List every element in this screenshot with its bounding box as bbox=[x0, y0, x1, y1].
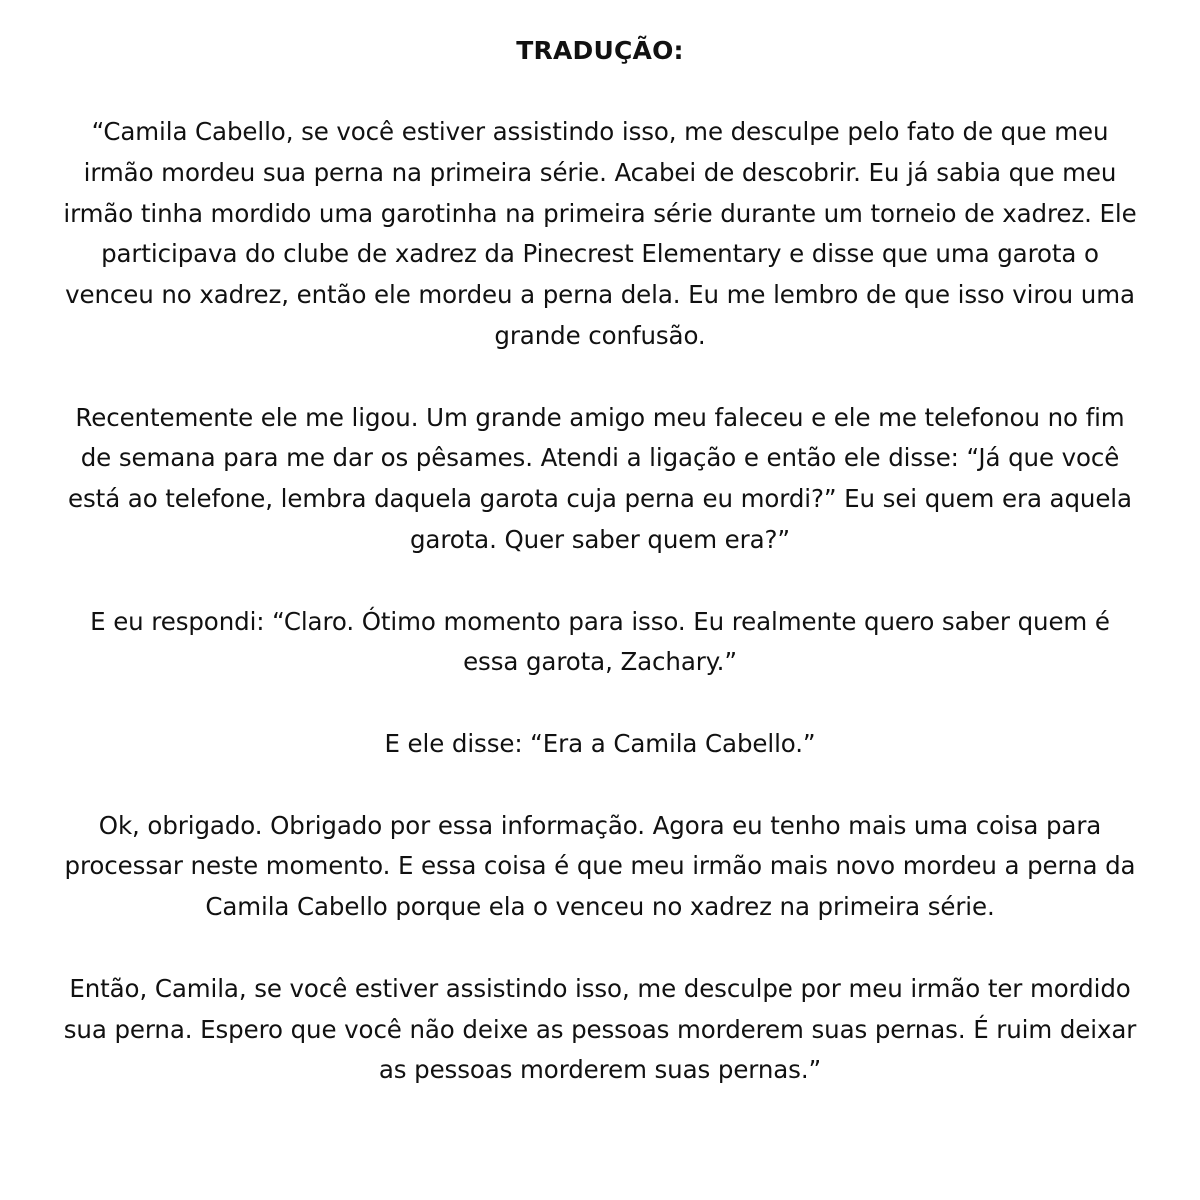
paragraph-1: “Camila Cabello, se você estiver assistindo isso, me desculpe pelo fato de que meu irmão mordeu sua perna na primeira série. Acabei de descobrir. Eu já sabia que meu irmão tinha mordido uma garotinha na primeira série durante um torneio de xadrez. Ele participava do clube de xadrez da Pinecrest Elementary e disse que uma garota o venceu no xadrez, então ele mordeu a perna dela. Eu me lembro de que isso virou uma grande confusão. bbox=[63, 117, 1137, 350]
document-title: TRADUÇÃO: bbox=[516, 36, 684, 65]
paragraph-2: Recentemente ele me ligou. Um grande amigo meu faleceu e ele me telefonou no fim de semana para me dar os pêsames. Atendi a ligação e então ele disse: “Já que você está ao telefone, lembra daquela garota cuja perna eu mordi?” Eu sei quem era aquela garota. Quer saber quem era?” bbox=[68, 402, 1132, 554]
paragraph-3: E eu respondi: “Claro. Ótimo momento para isso. Eu realmente quero saber quem é essa garota, Zachary.” bbox=[90, 606, 1110, 677]
paragraph-5: Ok, obrigado. Obrigado por essa informação. Agora eu tenho mais uma coisa para processar neste momento. E essa coisa é que meu irmão mais novo mordeu a perna da Camila Cabello porque ela o venceu no xadrez na primeira série. bbox=[64, 810, 1136, 922]
paragraph-4: E ele disse: “Era a Camila Cabello.” bbox=[384, 728, 816, 758]
paragraph-6: Então, Camila, se você estiver assistindo isso, me desculpe por meu irmão ter mordido sua perna. Espero que você não deixe as pessoas morderem suas pernas. É ruim deixar as pessoas morderem suas pernas.” bbox=[63, 973, 1137, 1085]
